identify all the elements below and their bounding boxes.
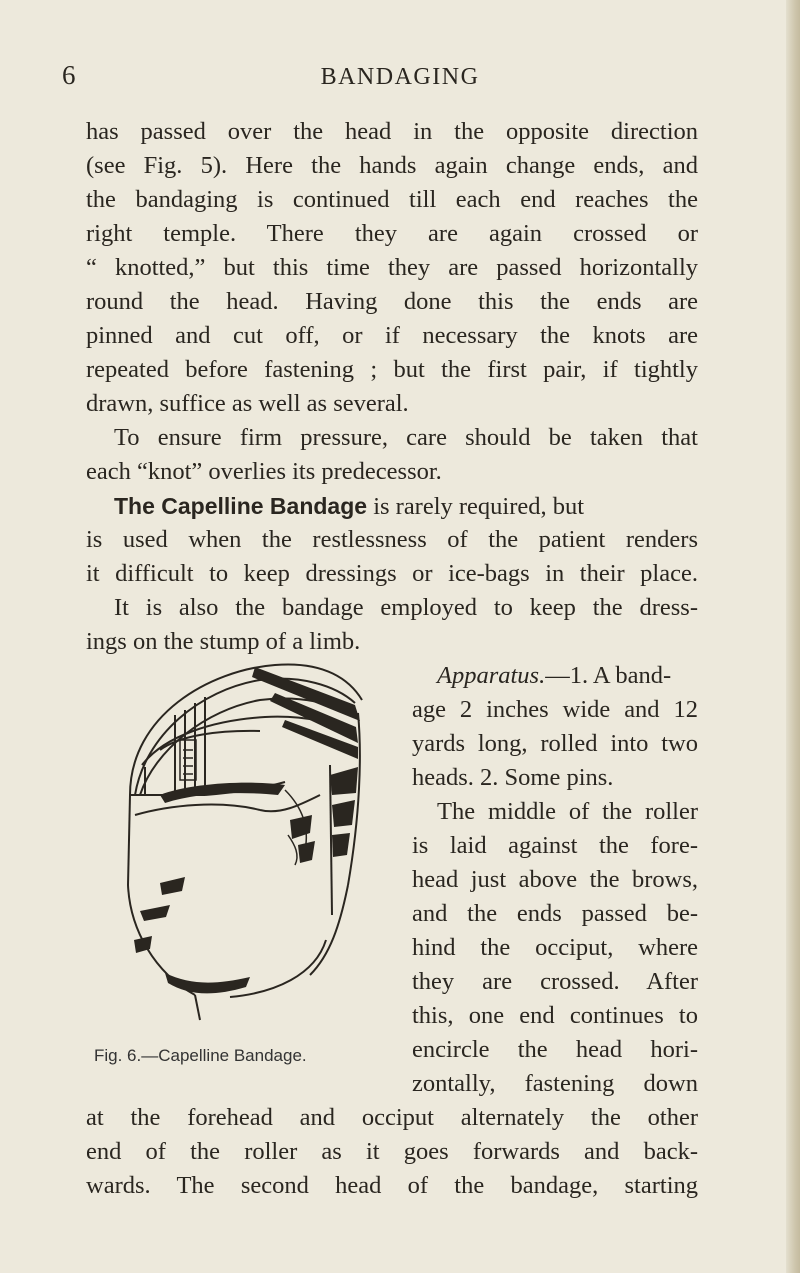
text-span: is rarely required, but — [367, 493, 585, 520]
text-line: (see Fig. 5). Here the hands again change ends, and — [86, 152, 698, 179]
text-line: pinned and cut off, or if necessary the knots are — [86, 322, 698, 349]
text-line: heads. 2. Some pins. — [412, 764, 614, 791]
text-line: encircle the head hori- — [412, 1036, 698, 1063]
text-line: end of the roller as it goes forwards and back- — [86, 1138, 698, 1165]
page-edge — [786, 0, 800, 1273]
text-line: wards. The second head of the bandage, starting — [86, 1172, 698, 1199]
text-line: is used when the restlessness of the patient renders — [86, 526, 698, 553]
text-line: ings on the stump of a limb. — [86, 628, 361, 655]
text-line: has passed over the head in the opposite direction — [86, 118, 698, 145]
text-line: It is also the bandage employed to keep the dress- — [114, 594, 698, 621]
running-head: BANDAGING — [320, 64, 480, 90]
text-line: head just above the brows, — [412, 866, 698, 893]
text-line: age 2 inches wide and 12 — [412, 696, 698, 723]
text-line: zontally, fastening down — [412, 1070, 698, 1097]
capelline-first-line — [114, 489, 698, 524]
section-heading: The Capelline Bandage — [114, 493, 368, 519]
apparatus-label: Apparatus. — [437, 662, 546, 689]
capelline-bandage-figure — [100, 655, 400, 1045]
text-line: yards long, rolled into two — [412, 730, 698, 757]
page-header — [0, 60, 800, 100]
capelline-bandage-illustration — [100, 655, 400, 1045]
text-line: each “knot” overlies its predecessor. — [86, 458, 442, 485]
text-line: “ knotted,” but this time they are passed horizontally — [86, 254, 698, 281]
text-line: it difficult to keep dressings or ice-bags in their place. — [86, 560, 698, 587]
text-line: is laid against the fore- — [412, 832, 698, 859]
text-line: The middle of the roller — [437, 798, 698, 825]
page-number: 6 — [62, 60, 76, 90]
text-line: repeated before fastening ; but the first pair, if tightly — [86, 356, 698, 383]
figure-caption: Fig. 6.—Capelline Bandage. — [94, 1046, 307, 1065]
text-line: and the ends passed be- — [412, 900, 698, 927]
text-line: hind the occiput, where — [412, 934, 698, 961]
apparatus-first-line — [437, 659, 698, 693]
text-line: drawn, suffice as well as several. — [86, 390, 409, 417]
text-line: at the forehead and occiput alternately the other — [86, 1104, 698, 1131]
text-line: right temple. There they are again crossed or — [86, 220, 698, 247]
text-line: round the head. Having done this the ends are — [86, 288, 698, 315]
text-line: To ensure firm pressure, care should be taken that — [114, 424, 698, 451]
text-span: —1. A band- — [545, 662, 672, 689]
text-line: the bandaging is continued till each end reaches the — [86, 186, 698, 213]
text-line: they are crossed. After — [412, 968, 698, 995]
text-line: this, one end continues to — [412, 1002, 698, 1029]
